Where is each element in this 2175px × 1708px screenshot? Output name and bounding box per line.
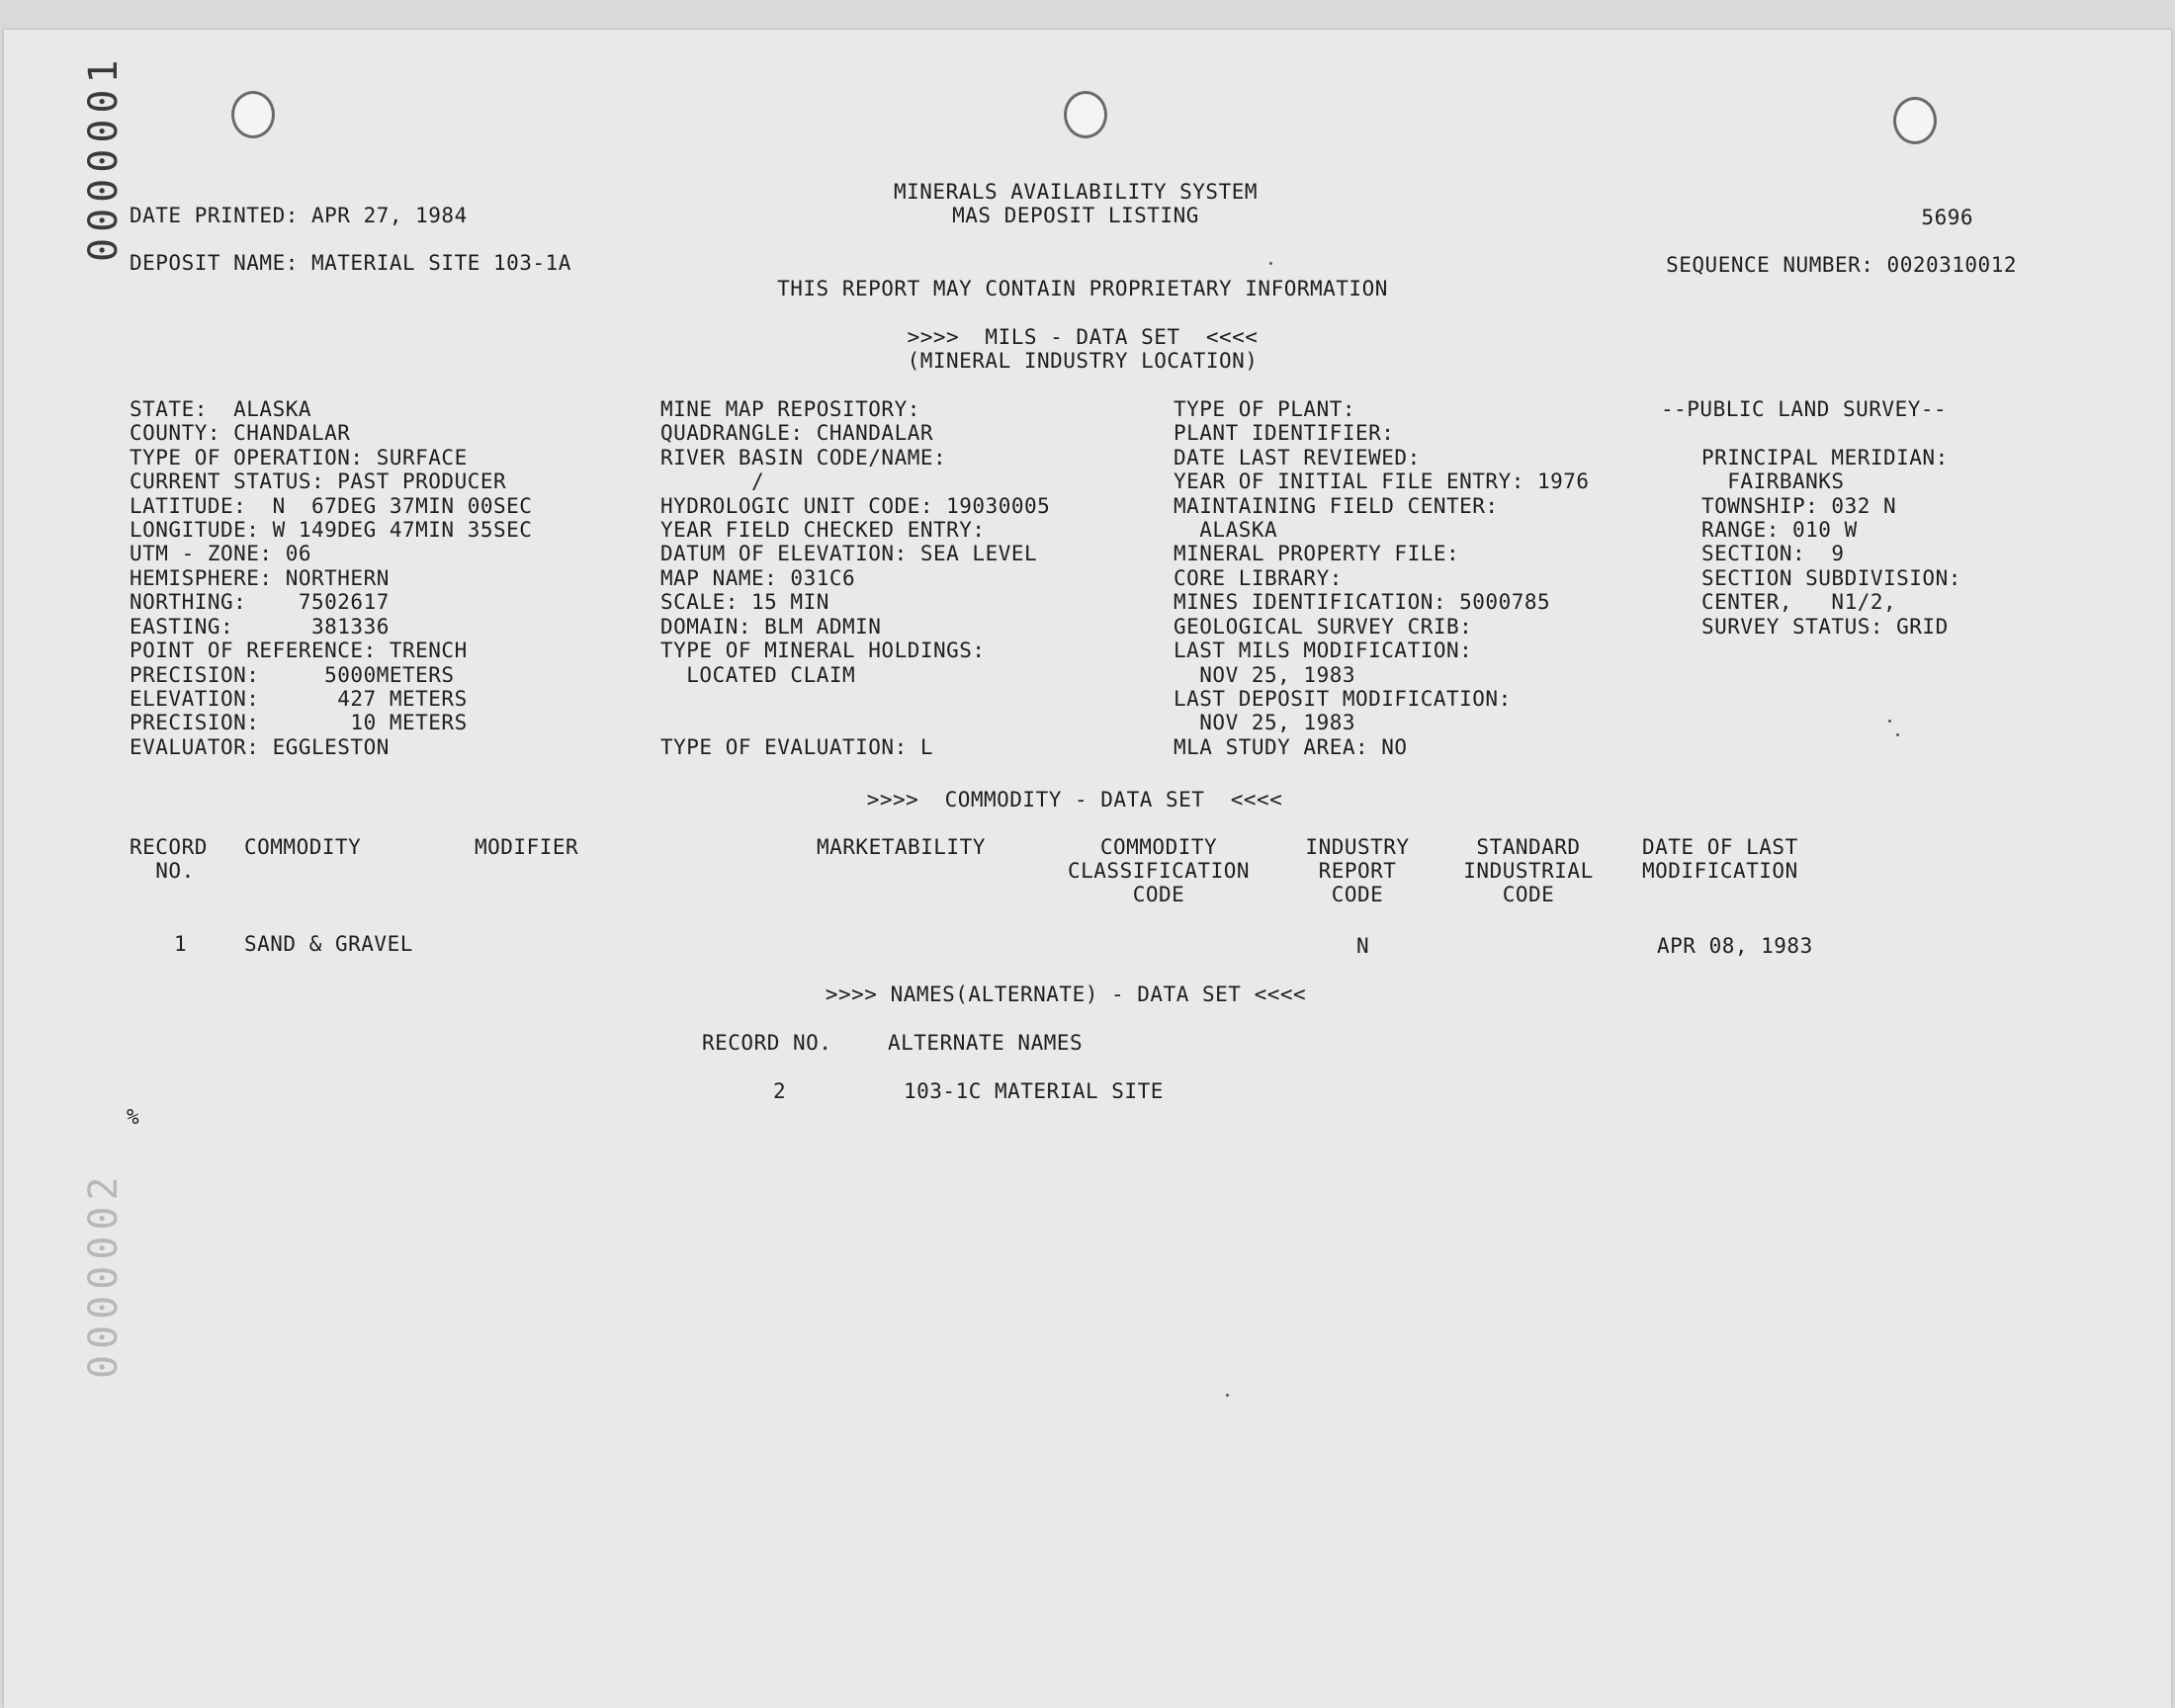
proprietary-note: THIS REPORT MAY CONTAIN PROPRIETARY INFORMATION xyxy=(777,277,1388,300)
row-industry-code: N xyxy=(1356,934,1370,958)
mils-field: LOCATED CLAIM xyxy=(660,663,856,687)
header-alternate-names: ALTERNATE NAMES xyxy=(888,1031,1084,1055)
mils-field: TYPE OF EVALUATION: L xyxy=(660,735,934,759)
side-number-mark-faint: 0000002 xyxy=(81,1170,127,1379)
header-commodity: COMMODITY xyxy=(244,835,362,859)
mils-section-subtitle: (MINERAL INDUSTRY LOCATION) xyxy=(907,349,1259,373)
mils-field: NORTHING: 7502617 xyxy=(130,590,390,614)
survey-field: SECTION: 9 xyxy=(1701,542,1845,565)
sequence-number: SEQUENCE NUMBER: 0020310012 xyxy=(1666,253,2017,277)
mils-field: PLANT IDENTIFIER: xyxy=(1174,421,1395,445)
mils-field: COUNTY: CHANDALAR xyxy=(130,421,351,445)
mils-field: SCALE: 15 MIN xyxy=(660,590,829,614)
survey-field: CENTER, N1/2, xyxy=(1701,590,1897,614)
mils-field: POINT OF REFERENCE: TRENCH xyxy=(130,639,468,662)
header-names-record-no: RECORD NO. xyxy=(702,1031,832,1055)
row-record-no: 1 xyxy=(174,932,188,956)
survey-field: RANGE: 010 W xyxy=(1701,518,1858,542)
footer-mark: % xyxy=(127,1105,140,1129)
mils-field: GEOLOGICAL SURVEY CRIB: xyxy=(1174,615,1473,639)
mils-field: UTM - ZONE: 06 xyxy=(130,542,312,565)
mils-field: TYPE OF MINERAL HOLDINGS: xyxy=(660,639,986,662)
page-number: 5696 xyxy=(1921,206,1973,229)
mils-field: CURRENT STATUS: PAST PRODUCER xyxy=(130,470,507,493)
survey-field: PRINCIPAL MERIDIAN: xyxy=(1701,446,1949,470)
public-land-survey-title: --PUBLIC LAND SURVEY-- xyxy=(1661,397,1948,421)
survey-field: TOWNSHIP: 032 N xyxy=(1701,494,1897,518)
listing-title: MAS DEPOSIT LISTING xyxy=(952,204,1199,227)
speck xyxy=(1226,1394,1229,1397)
mils-field: EASTING: 381336 xyxy=(130,615,390,639)
mils-field: TYPE OF OPERATION: SURFACE xyxy=(130,446,468,470)
survey-field: SURVEY STATUS: GRID xyxy=(1701,615,1949,639)
speck xyxy=(1269,262,1272,265)
speck xyxy=(1896,733,1899,736)
mils-field: ALASKA xyxy=(1174,518,1278,542)
mils-field: PRECISION: 5000METERS xyxy=(130,663,455,687)
header-date-modified: DATE OF LAST MODIFICATION xyxy=(1642,835,1798,883)
speck xyxy=(1888,720,1891,723)
mils-field: NOV 25, 1983 xyxy=(1174,663,1356,687)
header-classification-code: COMMODITY CLASSIFICATION CODE xyxy=(1067,835,1251,906)
side-number-mark: 0000001 xyxy=(81,53,127,262)
mils-field: LAST DEPOSIT MODIFICATION: xyxy=(1174,687,1512,711)
survey-field: FAIRBANKS xyxy=(1701,470,1845,493)
header-industry-code: INDUSTRY REPORT CODE xyxy=(1305,835,1410,906)
survey-field: SECTION SUBDIVISION: xyxy=(1701,566,1961,590)
mils-field: MAINTAINING FIELD CENTER: xyxy=(1174,494,1499,518)
mils-section-title: >>>> MILS - DATA SET <<<< xyxy=(907,325,1259,349)
mils-field: LONGITUDE: W 149DEG 47MIN 35SEC xyxy=(130,518,533,542)
mils-field: / xyxy=(660,470,765,493)
mils-field: TYPE OF PLANT: xyxy=(1174,397,1356,421)
mils-field: NOV 25, 1983 xyxy=(1174,711,1356,734)
names-record-no: 2 xyxy=(773,1079,787,1103)
mils-field: LATITUDE: N 67DEG 37MIN 00SEC xyxy=(130,494,533,518)
row-date-modified: APR 08, 1983 xyxy=(1657,934,1813,958)
commodity-section-title: >>>> COMMODITY - DATA SET <<<< xyxy=(866,788,1283,811)
mils-field: DOMAIN: BLM ADMIN xyxy=(660,615,882,639)
header-record-no: RECORD NO. xyxy=(130,835,208,883)
row-commodity: SAND & GRAVEL xyxy=(244,932,413,956)
mils-field: QUADRANGLE: CHANDALAR xyxy=(660,421,934,445)
date-printed: DATE PRINTED: APR 27, 1984 xyxy=(130,204,468,227)
mils-field: CORE LIBRARY: xyxy=(1174,566,1343,590)
mils-field: MAP NAME: 031C6 xyxy=(660,566,856,590)
mils-field: PRECISION: 10 METERS xyxy=(130,711,468,734)
binder-hole-left xyxy=(231,91,275,138)
mils-field: RIVER BASIN CODE/NAME: xyxy=(660,446,947,470)
mils-field: YEAR OF INITIAL FILE ENTRY: 1976 xyxy=(1174,470,1590,493)
binder-hole-center xyxy=(1064,91,1107,138)
mils-field: MINERAL PROPERTY FILE: xyxy=(1174,542,1460,565)
mils-field: LAST MILS MODIFICATION: xyxy=(1174,639,1473,662)
mils-field: MINE MAP REPOSITORY: xyxy=(660,397,920,421)
mils-field: STATE: ALASKA xyxy=(130,397,312,421)
mils-field: DATE LAST REVIEWED: xyxy=(1174,446,1421,470)
mils-field: MLA STUDY AREA: NO xyxy=(1174,735,1408,759)
header-modifier: MODIFIER xyxy=(475,835,579,859)
mils-field: YEAR FIELD CHECKED ENTRY: xyxy=(660,518,986,542)
mils-field: ELEVATION: 427 METERS xyxy=(130,687,468,711)
mils-field: EVALUATOR: EGGLESTON xyxy=(130,735,390,759)
header-standard-code: STANDARD INDUSTRIAL CODE xyxy=(1463,835,1594,906)
alternate-name: 103-1C MATERIAL SITE xyxy=(904,1079,1164,1103)
deposit-name: DEPOSIT NAME: MATERIAL SITE 103-1A xyxy=(130,251,571,275)
mils-field: MINES IDENTIFICATION: 5000785 xyxy=(1174,590,1551,614)
mils-field: HYDROLOGIC UNIT CODE: 19030005 xyxy=(660,494,1051,518)
system-title: MINERALS AVAILABILITY SYSTEM xyxy=(893,180,1259,204)
names-section-title: >>>> NAMES(ALTERNATE) - DATA SET <<<< xyxy=(825,982,1307,1006)
binder-hole-right xyxy=(1893,97,1937,144)
header-marketability: MARKETABILITY xyxy=(817,835,986,859)
mils-field: DATUM OF ELEVATION: SEA LEVEL xyxy=(660,542,1038,565)
mils-field: HEMISPHERE: NORTHERN xyxy=(130,566,390,590)
